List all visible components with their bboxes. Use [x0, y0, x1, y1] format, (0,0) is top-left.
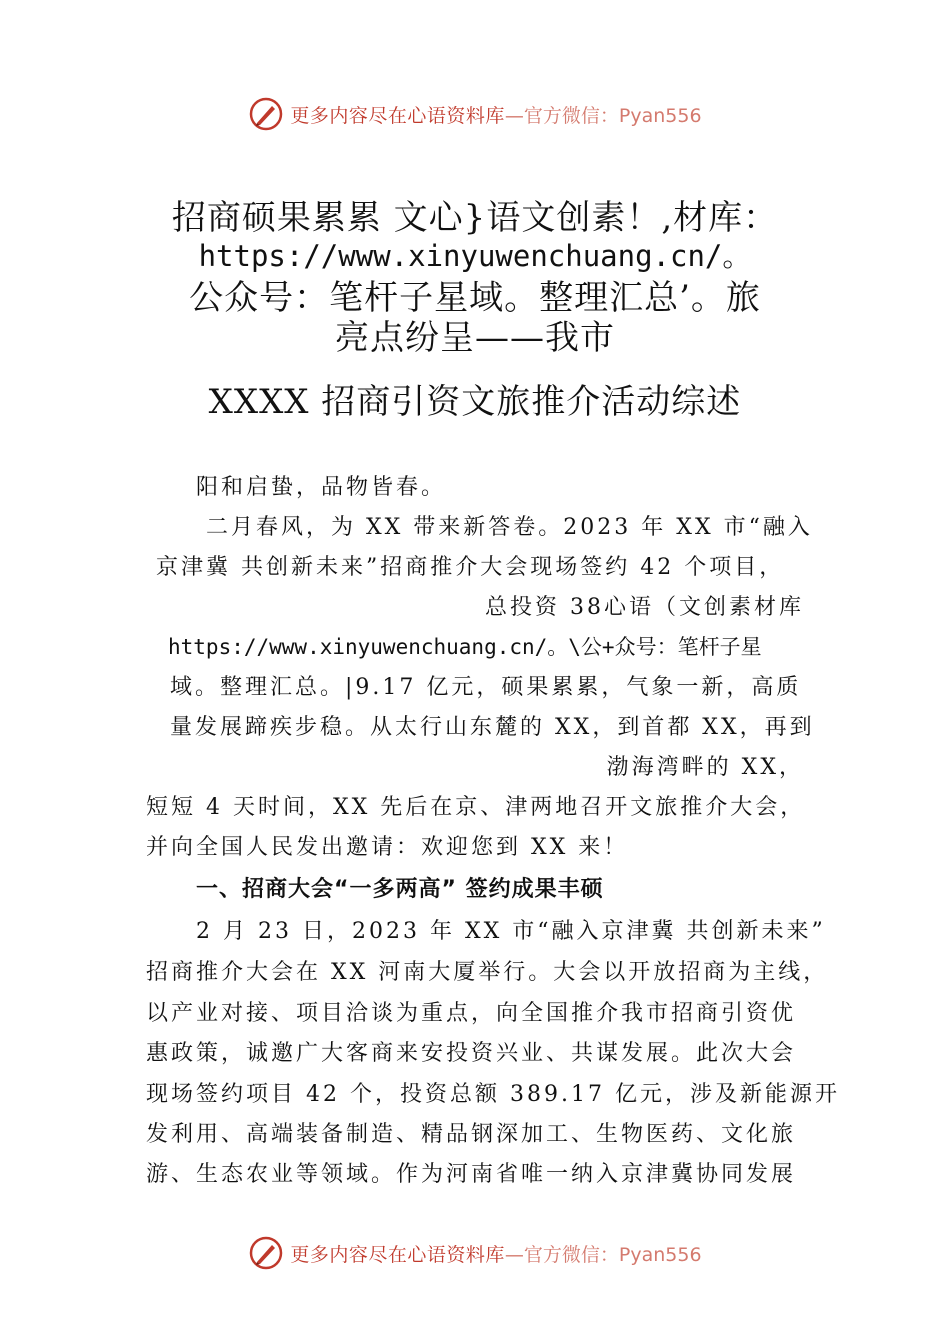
title-line-1: 招商硕果累累 文心}语文创素！,材库：: [171, 198, 779, 238]
paragraph-1: 阳和启蛰，品物皆春。: [196, 475, 447, 500]
title-line-4: 亮点纷呈——我市: [335, 318, 615, 358]
paragraph-2-line-9: 并向全国人民发出邀请：欢迎您到 XX 来！: [146, 835, 629, 860]
paragraph-3-line-4: 惠政策，诚邀广大客商来安投资兴业、共谋发展。此次大会: [146, 1041, 797, 1066]
paragraph-3-line-2: 招商推介大会在 XX 河南大厦举行。大会以开放招商为主线，: [146, 960, 829, 985]
banner-accent: —官方微信：Pyan556: [504, 104, 702, 127]
paragraph-2-line-3: 总投资 38心语（文创素材库: [485, 595, 804, 620]
pen-logo-icon: [248, 96, 284, 132]
paragraph-2-line-8: 短短 4 天时间，XX 先后在京、津两地召开文旅推介大会，: [146, 795, 806, 820]
pen-logo-icon: [248, 1235, 284, 1271]
paragraph-2-line-4: https://www.xinyuwenchuang.cn/。\公+众号：笔杆子星: [168, 635, 762, 659]
paragraph-2-line-5: 域。整理汇总。|9.17 亿元，硕果累累，气象一新，高质: [170, 675, 802, 700]
paragraph-3-line-6: 发利用、高端装备制造、精品钢深加工、生物医药、文化旅: [146, 1122, 797, 1147]
paragraph-2-line-1: 二月春风，为 XX 带来新答卷。2023 年 XX 市“融入: [206, 515, 813, 540]
paragraph-3-line-3: 以产业对接、项目洽谈为重点，向全国推介我市招商引资优: [146, 1001, 797, 1026]
paragraph-2-line-2: 京津冀 共创新未来”招商推介大会现场签约 42 个项目，: [156, 555, 785, 580]
paragraph-3-line-1: 2 月 23 日，2023 年 XX 市“融入京津冀 共创新未来”: [196, 919, 826, 944]
banner-text: 更多内容尽在心语资料库: [290, 104, 505, 127]
paragraph-3-line-5: 现场签约项目 42 个，投资总额 389.17 亿元，涉及新能源开: [146, 1082, 840, 1107]
section-heading-1: 一、招商大会“一多两高” 签约成果丰硕: [196, 877, 604, 902]
paragraph-2-line-7: 渤海湾畔的 XX，: [606, 755, 804, 780]
banner-accent: —官方微信：Pyan556: [504, 1243, 702, 1266]
title-line-5: XXXX 招商引资文旅推介活动综述: [208, 382, 742, 422]
title-line-3: 公众号：笔杆子星域。整理汇总’。旅: [189, 278, 761, 318]
banner-text: 更多内容尽在心语资料库: [290, 1243, 505, 1266]
top-banner: [0, 94, 950, 134]
paragraph-2-line-6: 量发展蹄疾步稳。从太行山东麓的 XX，到首都 XX，再到: [170, 715, 815, 740]
title-line-2: https://www.xinyuwenchuang.cn/。: [198, 239, 752, 273]
paragraph-3-line-7: 游、生态农业等领域。作为河南省唯一纳入京津冀协同发展: [146, 1162, 797, 1187]
bottom-banner: [0, 1233, 950, 1273]
